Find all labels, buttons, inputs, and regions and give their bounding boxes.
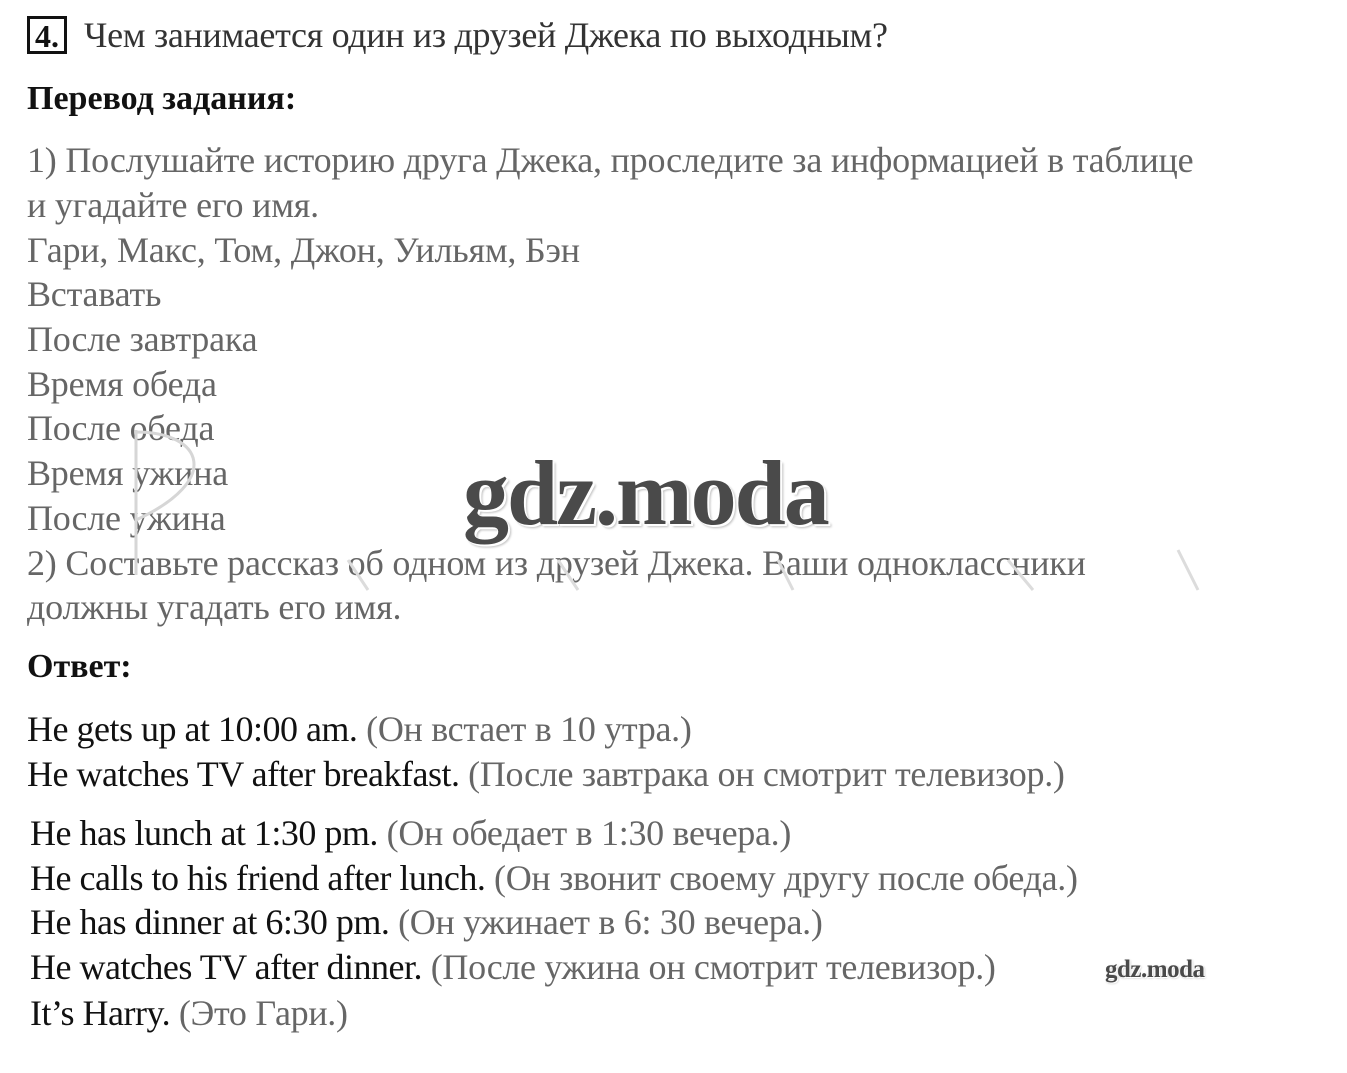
answer-translation: (Он ужинает в 6: 30 вечера.)	[389, 902, 823, 942]
answer-translation: (Он звонит своему другу после обеда.)	[485, 858, 1078, 898]
translation-line: Вставать	[27, 274, 162, 314]
task-question: Чем занимается один из друзей Джека по выходным?	[84, 15, 888, 55]
answer-line	[30, 901, 823, 943]
translation-heading: Перевод задания:	[27, 80, 297, 117]
answer-english: He calls to his friend after lunch.	[30, 858, 486, 898]
answer-line	[27, 708, 692, 750]
translation-line: Гари, Макс, Том, Джон, Уильям, Бэн	[27, 230, 580, 270]
answer-line	[30, 812, 791, 854]
translation-line: После ужина	[27, 498, 226, 538]
answer-line	[30, 992, 348, 1034]
translation-line: Время обеда	[27, 364, 217, 404]
translation-line: После обеда	[27, 408, 215, 448]
translation-line: должны угадать его имя.	[27, 587, 402, 627]
answer-heading: Ответ:	[27, 648, 132, 685]
answer-line	[30, 857, 1078, 899]
answer-translation: (Он встает в 10 утра.)	[357, 709, 692, 749]
answer-translation: (Это Гари.)	[170, 993, 348, 1033]
answer-translation: (Он обедает в 1:30 вечера.)	[377, 813, 792, 853]
answer-english: He gets up at 10:00 am.	[27, 709, 358, 749]
translation-line: Время ужина	[27, 453, 229, 493]
translation-line: 2) Составьте рассказ об одном из друзей Джека. Ваши одноклассники	[27, 543, 1086, 583]
answer-english: He watches TV after breakfast.	[27, 754, 460, 794]
watermark-logo: gdz.moda	[463, 442, 828, 544]
answer-english: He has lunch at 1:30 pm.	[30, 813, 378, 853]
translation-line: и угадайте его имя.	[27, 185, 319, 225]
answer-english: He has dinner at 6:30 pm.	[30, 902, 390, 942]
task-number-box: 4.	[27, 16, 67, 54]
watermark-small: gdz.moda	[1105, 956, 1205, 983]
translation-line: 1) Послушайте историю друга Джека, проследите за информацией в таблице	[27, 140, 1194, 180]
translation-line: После завтрака	[27, 319, 258, 359]
answer-line	[30, 946, 996, 988]
answer-english: He watches TV after dinner.	[30, 947, 423, 987]
answer-translation: (После завтрака он смотрит телевизор.)	[459, 754, 1065, 794]
answer-english: It’s Harry.	[30, 993, 171, 1033]
answer-translation: (После ужина он смотрит телевизор.)	[422, 947, 996, 987]
answer-line	[27, 753, 1065, 795]
